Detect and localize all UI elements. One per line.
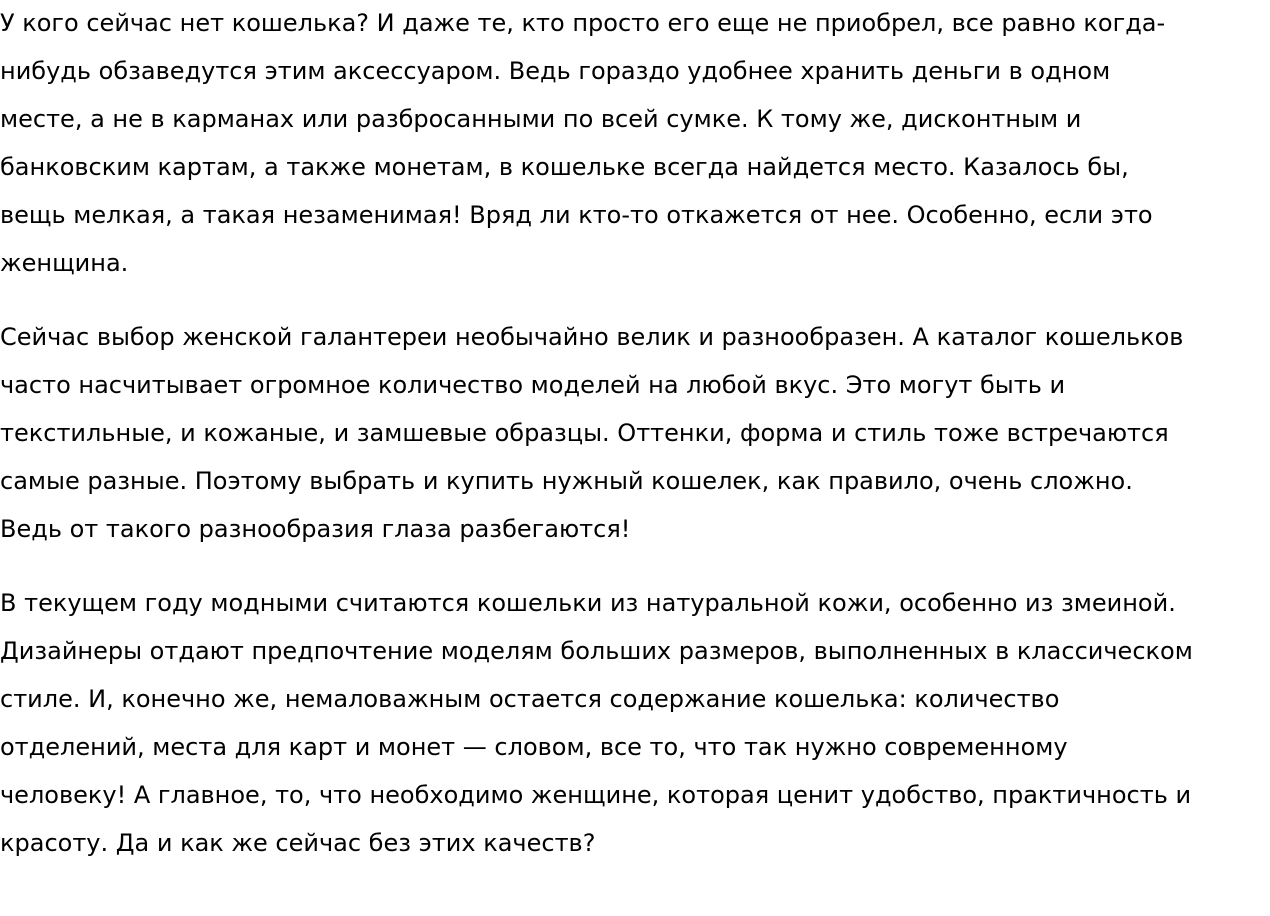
article-paragraph-2: Сейчас выбор женской галантереи необычайно велик и разнообразен. А каталог кошельков часто насчитывает огромное количество моделей на любой вкус. Это могут быть и текстильные, и кожаные, и замшевые образцы. Оттенки, форма и стиль тоже встречаются самые разные. Поэтому выбрать и купить нужный кошелек, как правило, очень сложно. Ведь от такого разнообразия глаза разбегаются! xyxy=(0,323,1184,543)
article-paragraph-1: У кого сейчас нет кошелька? И даже те, кто просто его еще не приобрел, все равно когда-нибудь обзаведутся этим аксессуаром. Ведь гораздо удобнее хранить деньги в одном месте, а не в карманах или разбросанными по всей сумке. К тому же, дисконтным и банковским картам, а также монетам, в кошельке всегда найдется место. Казалось бы, вещь мелкая, а такая незаменимая! Вряд ли кто-то откажется от нее. Особенно, если это женщина. xyxy=(0,9,1166,277)
article-paragraph-3: В текущем году модными считаются кошельки из натуральной кожи, особенно из змеиной. Дизайнеры отдают предпочтение моделям больших размеров, выполненных в классическом стиле. И, конечно же, немаловажным остается содержание кошелька: количество отделений, места для карт и монет — словом, все то, что так нужно современному человеку! А главное, то, что необходимо женщине, которая ценит удобство, практичность и красоту. Да и как же сейчас без этих качеств? xyxy=(0,589,1193,857)
